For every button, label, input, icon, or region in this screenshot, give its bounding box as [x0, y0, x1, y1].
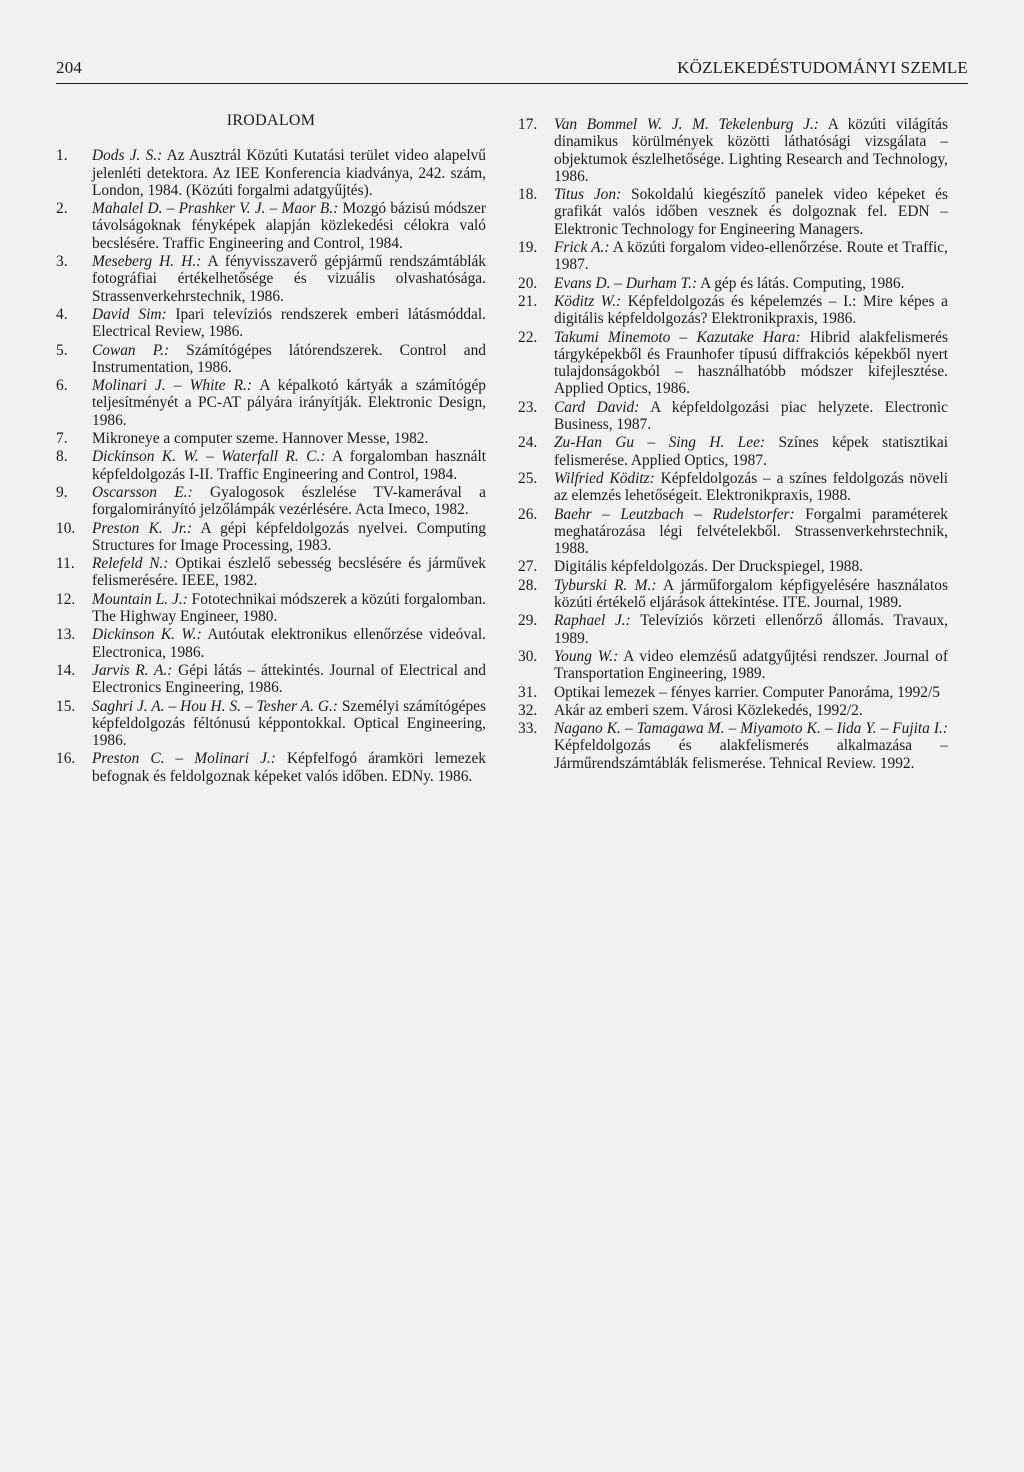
reference-item — [518, 506, 948, 558]
reference-number: 23. — [518, 398, 538, 416]
reference-number: 10. — [56, 519, 76, 537]
reference-body: Forgalmi paraméterek meghatározása légi felvételekből. Strassenverkehrstechnik, 1988. — [554, 505, 948, 558]
reference-item — [56, 448, 486, 483]
reference-item — [56, 253, 486, 305]
reference-item — [518, 399, 948, 434]
reference-body: Gépi látás – áttekintés. Journal of Electrical and Electronics Engineering, 1986. — [92, 661, 486, 697]
reference-item — [518, 470, 948, 505]
reference-author: Young W.: — [554, 647, 619, 665]
reference-author: Baehr – Leutzbach – Rudelstorfer: — [554, 505, 795, 523]
reference-item — [518, 275, 948, 292]
reference-body: Képfeldolgozás – a színes feldolgozás növeli az elemzés lehetőségeit. Elektronikpraxis, 1988. — [554, 469, 948, 505]
reference-author: Saghri J. A. – Hou H. S. – Tesher A. G.: — [92, 697, 338, 715]
reference-item — [518, 434, 948, 469]
reference-body: Személyi számítógépes képfeldolgozás féltónusú képpontokkal. Optical Engineering, 1986. — [92, 697, 486, 750]
reference-author: Preston K. Jr.: — [92, 519, 193, 537]
reference-number: 15. — [56, 697, 76, 715]
reference-text — [554, 399, 948, 434]
reference-text — [92, 377, 486, 429]
reference-text — [92, 430, 486, 447]
reference-body: A gépi képfeldolgozás nyelvei. Computing Structures for Image Processing, 1983. — [92, 519, 486, 554]
reference-number: 1. — [56, 147, 68, 165]
reference-body: Optikai lemezek – fényes karrier. Computer Panoráma, 1992/5 — [554, 683, 940, 701]
reference-text — [92, 484, 486, 519]
reference-text — [92, 698, 486, 750]
reference-text — [92, 200, 486, 252]
reference-author: Oscarsson E.: — [92, 483, 193, 501]
reference-author: Jarvis R. A.: — [92, 661, 173, 679]
reference-author: Relefeld N.: — [92, 555, 169, 573]
reference-item — [518, 329, 948, 398]
reference-item — [518, 577, 948, 612]
reference-number: 20. — [518, 274, 538, 292]
reference-number: 26. — [518, 505, 538, 523]
reference-item — [56, 662, 486, 697]
reference-item — [518, 702, 948, 719]
reference-text — [554, 506, 948, 558]
reference-item — [56, 430, 486, 447]
reference-body: Akár az emberi szem. Városi Közlekedés, 1992/2. — [554, 701, 863, 719]
reference-body: Képfelfogó áramköri lemezek befognak és feldolgoznak képeket valós időben. EDNy. 1986. — [92, 750, 486, 785]
reference-body: Digitális képfeldolgozás. Der Druckspiegel, 1988. — [554, 558, 864, 576]
reference-number: 4. — [56, 305, 68, 323]
reference-body: A forgalomban használt képfeldolgozás I-II. Traffic Engineering and Control, 1984. — [92, 448, 486, 483]
reference-text — [554, 702, 948, 719]
reference-text — [554, 275, 948, 292]
reference-author: Köditz W.: — [554, 292, 622, 310]
reference-number: 18. — [518, 186, 538, 204]
reference-author: Mountain L. J.: — [92, 590, 188, 608]
reference-author: Takumi Minemoto – Kazutake Hara: — [554, 328, 801, 346]
reference-item — [56, 484, 486, 519]
reference-body: Mikroneye a computer szeme. Hannover Messe, 1982. — [92, 430, 429, 448]
reference-body: A közúti világítás dinamikus körülmények közötti láthatósági vizsgálata – objektumok észlelhetősége. Lighting Research and Technology, 1986. — [554, 116, 948, 185]
reference-author: Cowan P.: — [92, 341, 170, 359]
reference-number: 27. — [518, 558, 538, 576]
reference-item — [56, 555, 486, 590]
reference-text — [554, 186, 948, 238]
reference-number: 24. — [518, 434, 538, 452]
reference-item — [56, 750, 486, 785]
reference-text — [554, 684, 948, 701]
reference-author: Mahalel D. – Prashker V. J. – Maor B.: — [92, 200, 339, 218]
reference-item — [56, 377, 486, 429]
reference-author: Dickinson K. W. – Waterfall R. C.: — [92, 448, 326, 466]
reference-text — [92, 626, 486, 661]
reference-body: A közúti forgalom video-ellenőrzése. Route et Traffic, 1987. — [554, 239, 948, 274]
reference-body: A képalkotó kártyák a számítógép teljesítményét a PC-AT pályára irányítják. Elektronic Design, 1986. — [92, 377, 486, 429]
reference-item — [518, 684, 948, 701]
reference-body: Képfeldolgozás és alakfelismerés alkalmazása – Járműrendszámtáblák felismerése. Tehnical Review. 1992. — [554, 737, 948, 772]
reference-author: Nagano K. – Tamagawa M. – Miyamoto K. – Iida Y. – Fujita I.: — [554, 720, 948, 738]
reference-number: 2. — [56, 200, 68, 218]
reference-number: 3. — [56, 253, 68, 271]
reference-text — [92, 253, 486, 305]
reference-author: Frick A.: — [554, 239, 610, 257]
reference-body: Színes képek statisztikai felismerése. Applied Optics, 1987. — [554, 434, 948, 469]
reference-author: Titus Jon: — [554, 186, 622, 204]
reference-number: 29. — [518, 612, 538, 630]
reference-text — [554, 612, 948, 647]
reference-body: Az Ausztrál Közúti Kutatási terület video alapelvű jelenléti detektora. Az IEE Konferencia kiadványa, 242. szám, London, 1984. (Közúti forgalmi adatgyűjtés). — [92, 147, 486, 199]
reference-text — [554, 329, 948, 398]
reference-text — [554, 116, 948, 185]
reference-item — [518, 612, 948, 647]
reference-body: A fényvisszaverő gépjármű rendszámtáblák fotográfiai értékelhetősége és vizuális olvashatósága. Strassenverkehrstechnik, 1986. — [92, 253, 487, 305]
reference-body: Televíziós körzeti ellenőrző állomás. Travaux, 1989. — [554, 612, 948, 647]
reference-text — [92, 555, 486, 590]
reference-author: Meseberg H. H.: — [92, 253, 202, 271]
reference-body: Autóutak elektronikus ellenőrzése videóval. Electronica, 1986. — [92, 626, 486, 661]
reference-number: 8. — [56, 448, 68, 466]
reference-text — [554, 239, 948, 274]
left-column — [56, 112, 486, 786]
reference-item — [518, 186, 948, 238]
reference-number: 13. — [56, 626, 76, 644]
reference-item — [518, 558, 948, 575]
reference-body: Gyalogosok észlelése TV-kamerával a forgalomirányító jelzőlámpák vezérlésére. Acta Imeco, 1982. — [92, 483, 486, 519]
header-rule — [56, 83, 968, 84]
reference-number: 33. — [518, 720, 538, 738]
reference-text — [554, 293, 948, 328]
reference-number: 9. — [56, 483, 68, 501]
reference-number: 17. — [518, 116, 538, 133]
reference-body: Mozgó bázisú módszer távolságoknak fényképek alapján közlekedési célokra való becslésére. Traffic Engineering and Control, 1984. — [92, 200, 486, 252]
reference-item — [518, 293, 948, 328]
reference-item — [56, 200, 486, 252]
reference-text — [92, 342, 486, 377]
reference-text — [554, 434, 948, 469]
reference-text — [92, 306, 486, 341]
reference-author: Evans D. – Durham T.: — [554, 274, 698, 292]
reference-item — [56, 591, 486, 626]
reference-author: David Sim: — [92, 305, 167, 323]
reference-item — [518, 239, 948, 274]
reference-author: Dods J. S.: — [92, 147, 163, 165]
reference-item — [56, 306, 486, 341]
section-heading: IRODALOM — [226, 112, 316, 129]
page-header — [56, 58, 968, 84]
reference-number: 22. — [518, 328, 538, 346]
right-column — [518, 116, 948, 773]
journal-title: KÖZLEKEDÉSTUDOMÁNYI SZEMLE — [677, 58, 968, 77]
reference-author: Wilfried Köditz: — [554, 469, 655, 487]
reference-text — [554, 558, 948, 575]
reference-number: 32. — [518, 701, 538, 719]
reference-number: 19. — [518, 239, 538, 257]
reference-number: 14. — [56, 661, 76, 679]
reference-body: A gép és látás. Computing, 1986. — [697, 274, 905, 292]
reference-body: Sokoldalú kiegészítő panelek video képeket és grafikát valós időben vesznek és dolgoznak fel. EDN – Elektronic Technology for Engineering Managers. — [554, 186, 948, 238]
reference-number: 11. — [56, 555, 75, 573]
reference-author: Zu-Han Gu – Sing H. Lee: — [554, 434, 766, 452]
reference-item — [56, 147, 486, 199]
reference-number: 28. — [518, 576, 538, 594]
reference-body: Fototechnikai módszerek a közúti forgalomban. The Highway Engineer, 1980. — [92, 590, 486, 626]
reference-author: Van Bommel W. J. M. Tekelenburg J.: — [554, 116, 819, 133]
reference-item — [56, 342, 486, 377]
reference-text — [554, 720, 948, 772]
reference-body: A képfeldolgozási piac helyzete. Electronic Business, 1987. — [554, 398, 948, 434]
reference-author: Tyburski R. M.: — [554, 576, 657, 594]
reference-body: Optikai észlelő sebesség becslésére és járművek felismerésére. IEEE, 1982. — [92, 555, 486, 590]
reference-body: A video elemzésű adatgyűjtési rendszer. Journal of Transportation Engineering, 1989. — [554, 647, 949, 683]
reference-body: Képfeldolgozás és képelemzés – I.: Mire képes a digitális képfeldolgozás? Elektronikpraxis, 1986. — [554, 292, 948, 328]
reference-text — [92, 147, 486, 199]
page-number: 204 — [56, 58, 83, 77]
reference-number: 31. — [518, 683, 538, 701]
reference-number: 7. — [56, 430, 68, 448]
reference-author: Card David: — [554, 398, 640, 416]
reference-text — [554, 470, 948, 505]
reference-item — [518, 116, 948, 185]
reference-item — [56, 698, 486, 750]
reference-body: Hibrid alakfelismerés tárgyképekből és Fraunhofer típusú diffrakciós képekből nyert tulajdonságokból – használhatóbb módszer kifejlesztése. Applied Optics, 1986. — [554, 328, 948, 398]
reference-item — [518, 648, 948, 683]
reference-text — [554, 648, 948, 683]
reference-item — [56, 626, 486, 661]
reference-body: A járműforgalom képfigyelésére használatos közúti értékelő eljárások áttekintése. ITE. Journal, 1989. — [554, 576, 948, 612]
reference-text — [92, 750, 486, 785]
reference-number: 30. — [518, 647, 538, 665]
reference-text — [92, 662, 486, 697]
reference-author: Molinari J. – White R.: — [92, 377, 253, 395]
reference-number: 21. — [518, 292, 538, 310]
reference-text — [92, 520, 486, 555]
reference-item — [56, 520, 486, 555]
reference-body: Ipari televíziós rendszerek emberi látásmóddal. Electrical Review, 1986. — [92, 305, 487, 341]
reference-author: Dickinson K. W.: — [92, 626, 202, 644]
reference-body: Számítógépes látórendszerek. Control and Instrumentation, 1986. — [92, 341, 487, 376]
reference-number: 5. — [56, 341, 68, 359]
reference-number: 25. — [518, 469, 538, 487]
reference-text — [92, 591, 486, 626]
reference-number: 16. — [56, 750, 76, 768]
reference-author: Raphael J.: — [554, 612, 631, 630]
reference-number: 12. — [56, 590, 76, 608]
reference-item — [518, 720, 948, 772]
reference-number: 6. — [56, 377, 68, 395]
reference-author: Preston C. – Molinari J.: — [92, 750, 276, 768]
reference-text — [92, 448, 486, 483]
reference-text — [554, 577, 948, 612]
